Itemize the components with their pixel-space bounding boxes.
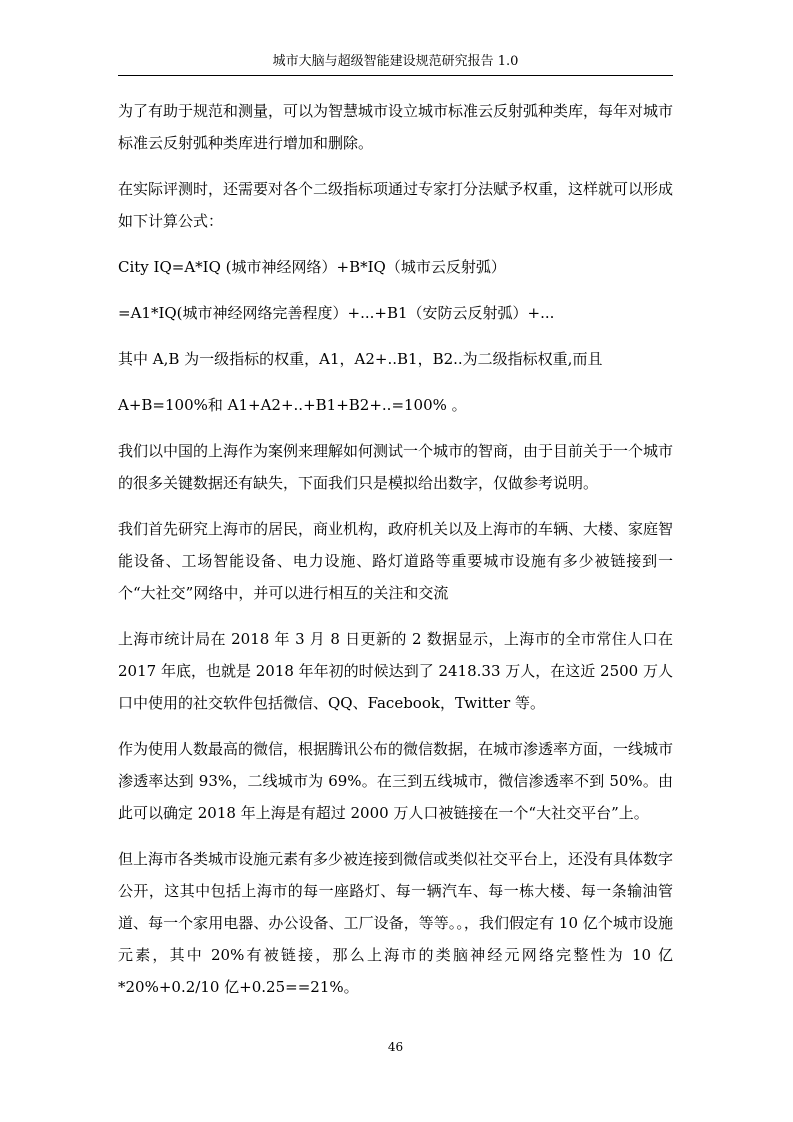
paragraph: 其中 A,B 为一级指标的权重，A1，A2+..B1，B2..为二级指标权重,而且 xyxy=(118,350,603,368)
paragraph: 我们以中国的上海作为案例来理解如何测试一个城市的智商，由于目前关于一个城市的很多关键数据还有缺失，下面我们只是模拟给出数字，仅做参考说明。 xyxy=(118,442,674,492)
paragraph: 我们首先研究上海市的居民，商业机构，政府机关以及上海市的车辆、大楼、家庭智能设备、工场智能设备、电力设施、路灯道路等重要城市设施有多少被链接到一个“大社交”网络中，并可以进行相互的关注和交流 xyxy=(118,520,674,602)
paragraph: 上海市统计局在 2018 年 3 月 8 日更新的 2 数据显示，上海市的全市常住人口在 2017 年底，也就是 2018 年年初的时候达到了 2418.33 万人，在这近 2500 万人口中使用的社交软件包括微信、QQ、Facebook，Twitter 等。 xyxy=(118,630,673,712)
formula-line: A+B=100%和 A1+A2+..+B1+B2+..=100% 。 xyxy=(118,396,467,414)
formula-line: City IQ=A*IQ (城市神经网络）+B*IQ（城市云反射弧） xyxy=(118,258,506,276)
running-header: 城市大脑与超级智能建设规范研究报告 1.0 xyxy=(272,54,519,69)
header-divider xyxy=(118,75,673,76)
paragraph: 在实际评测时，还需要对各个二级指标项通过专家打分法赋予权重，这样就可以形成如下计算公式： xyxy=(118,180,674,230)
formula-line: =A1*IQ(城市神经网络完善程度）+...+B1（安防云反射弧）+... xyxy=(118,304,555,322)
paragraph: 作为使用人数最高的微信，根据腾讯公布的微信数据，在城市渗透率方面，一线城市渗透率达到 93%，二线城市为 69%。在三到五线城市，微信渗透率不到 50%。由此可以确定 2018 年上海是有超过 2000 万人口被链接在一个“大社交平台”上。 xyxy=(118,740,674,822)
paragraph: 为了有助于规范和测量，可以为智慧城市设立城市标准云反射弧种类库，每年对城市标准云反射弧种类库进行增加和删除。 xyxy=(118,102,674,152)
paragraph: 但上海市各类城市设施元素有多少被连接到微信或类似社交平台上，还没有具体数字公开，这其中包括上海市的每一座路灯、每一辆汽车、每一栋大楼、每一条输油管道、每一个家用电器、办公设备、工厂设备，等等。。，我们假定有 10 亿个城市设施元素，其中 20%有被链接，那么上海市的类脑神经元网络完整性为 10 亿*20%+0.2/10 亿+0.25==21%。 xyxy=(118,850,674,996)
page-number: 46 xyxy=(387,1040,404,1054)
body-text xyxy=(118,95,673,1003)
